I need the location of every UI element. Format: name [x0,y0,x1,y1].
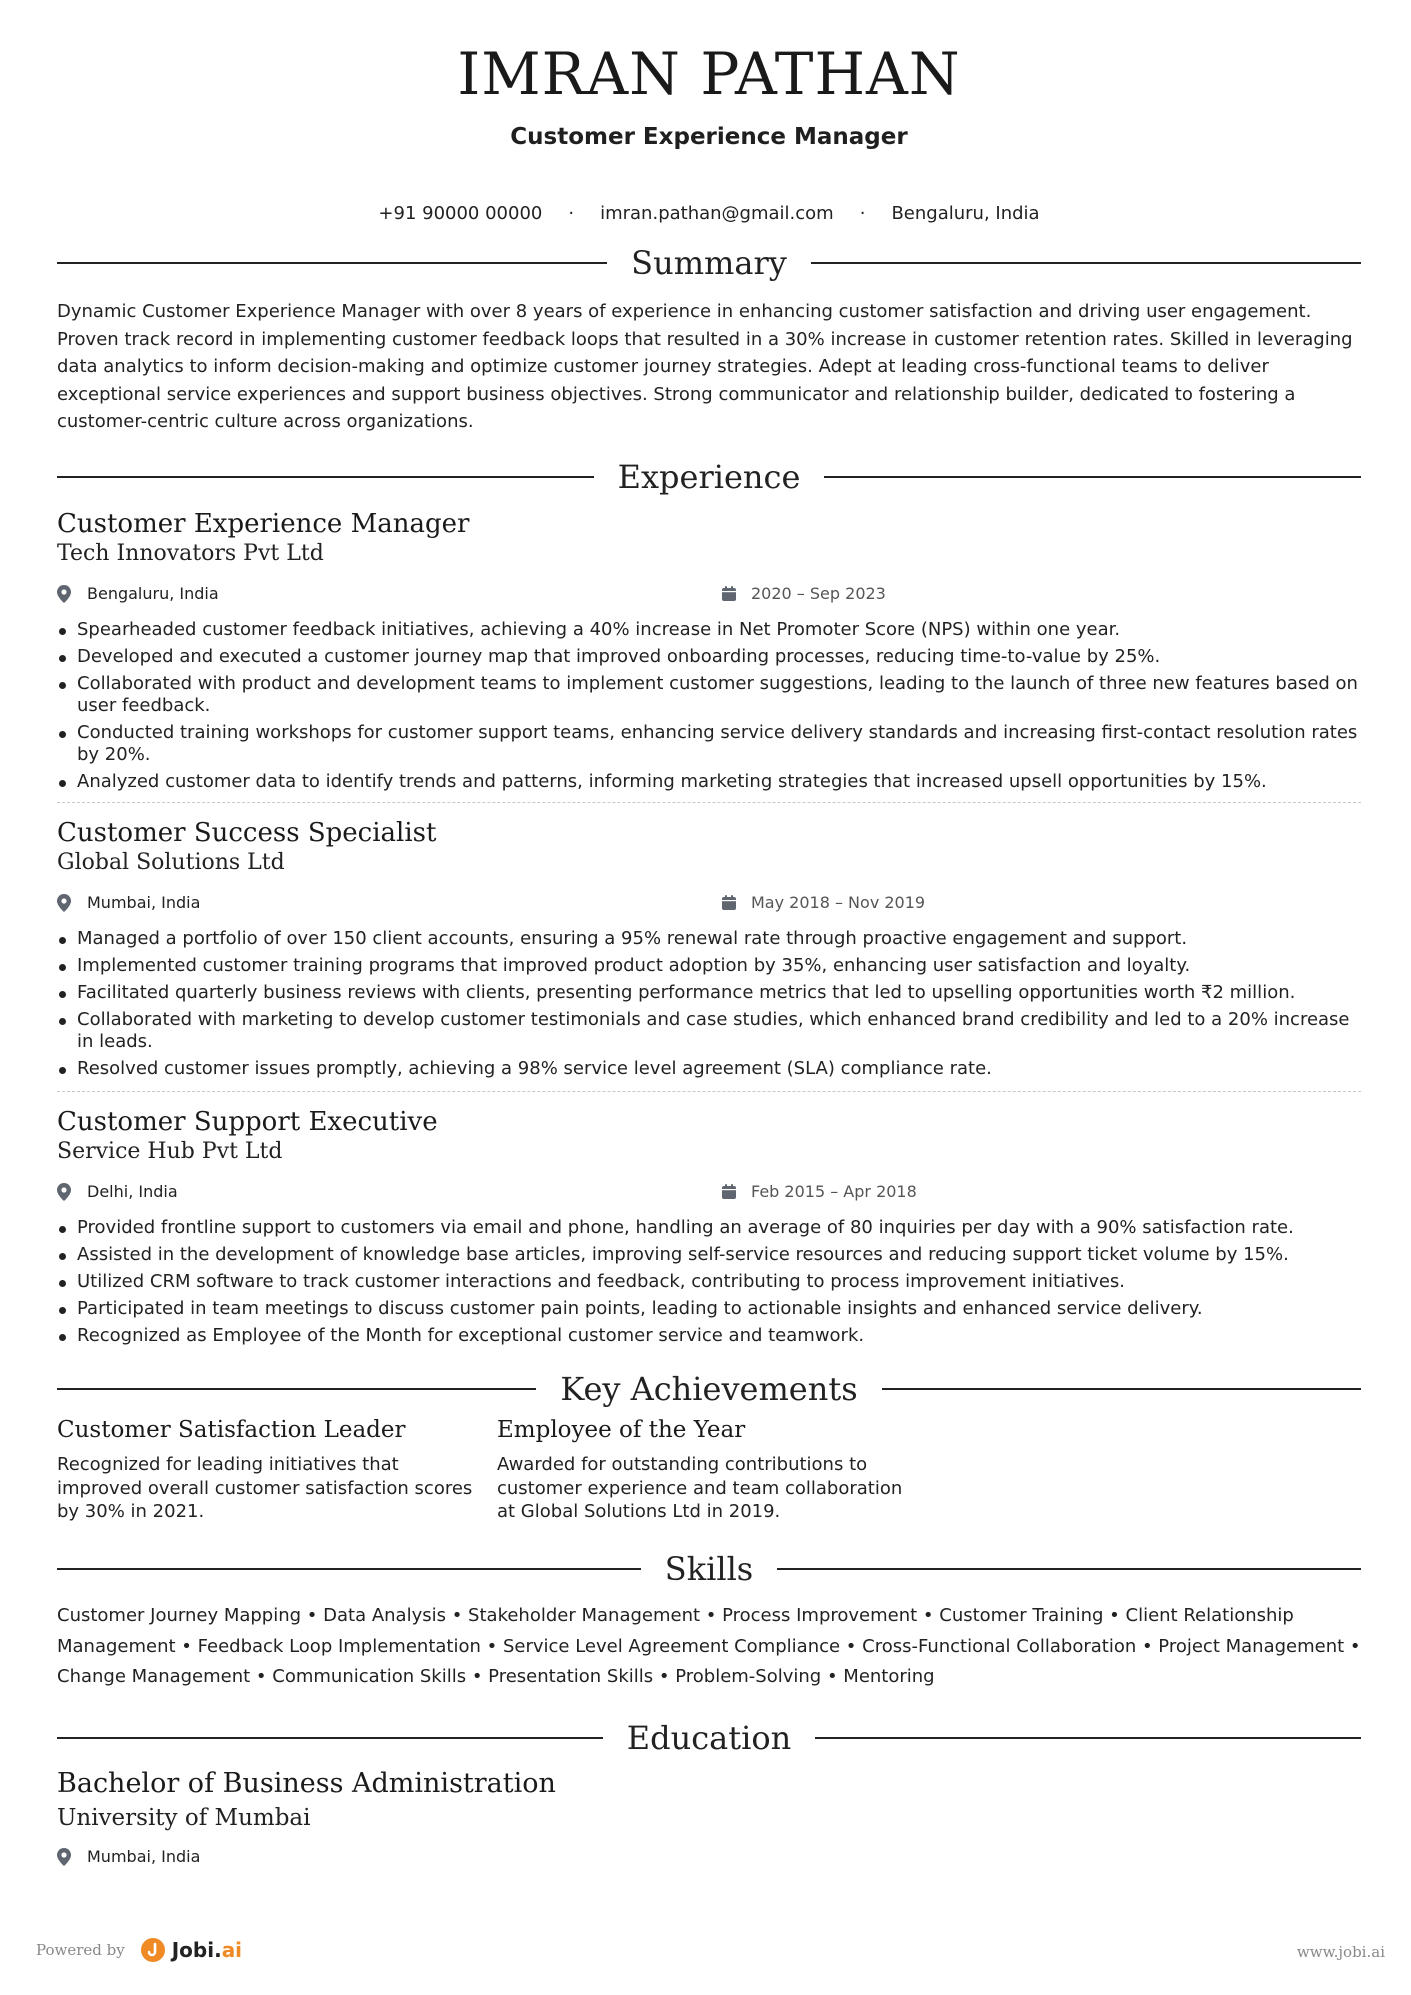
map-pin-icon [57,1183,71,1201]
heading-rule [815,1737,1361,1739]
entry-divider [57,1091,1361,1092]
achievement-description: Recognized for leading initiatives that improved overall customer satisfaction scores by 30% in 2021. [57,1454,473,1522]
job-bullet: Developed and executed a customer journey map that improved onboarding processes, reducing time-to-value by 25%. [57,646,1361,668]
heading-rule [57,1388,536,1390]
education-entry [57,1767,1361,1866]
achievement-description: Awarded for outstanding contributions to customer experience and team collaboration at Global Solutions Ltd in 2019. [497,1454,903,1522]
job-bullets [57,1217,1361,1347]
jobi-logo-icon [141,1938,165,1962]
contact-line [57,203,1361,224]
contact-location: Bengaluru, India [891,203,1040,224]
phone-number: +91 90000 00000 [378,203,543,224]
section-heading-education [57,1719,1361,1757]
job-location-text: Mumbai, India [87,893,201,912]
company-name: Tech Innovators Pvt Ltd [57,541,324,566]
section-heading-label: Experience [617,458,801,496]
job-bullet: Assisted in the development of knowledge base articles, improving self-service resources and reducing support ticket volume by 15%. [57,1244,1361,1266]
brand-main-text: Jobi. [171,1938,222,1962]
contact-separator: · [859,203,866,224]
job-location [57,1182,178,1201]
job-bullet: Utilized CRM software to track customer interactions and feedback, contributing to process improvement initiatives. [57,1271,1361,1293]
job-dates-text: Feb 2015 – Apr 2018 [751,1182,917,1201]
job-bullet: Spearheaded customer feedback initiatives, achieving a 40% increase in Net Promoter Score (NPS) within one year. [57,619,1361,641]
section-heading-experience [57,458,1361,496]
heading-rule [882,1388,1361,1390]
education-location-text: Mumbai, India [87,1847,201,1866]
section-heading-label: Skills [664,1550,754,1588]
achievement-title: Customer Satisfaction Leader [57,1417,406,1443]
job-dates [721,893,925,912]
jobi-brand-link[interactable] [141,1938,242,1962]
job-bullet: Recognized as Employee of the Month for exceptional customer service and teamwork. [57,1325,1361,1347]
job-bullet: Implemented customer training programs that improved product adoption by 35%, enhancing user satisfaction and loyalty. [57,955,1361,977]
brand-accent-text: ai [221,1938,243,1962]
job-title: Customer Experience Manager [57,509,470,539]
job-dates [721,584,886,603]
job-location [57,893,200,912]
achievement-item [57,1415,477,1524]
heading-rule [57,1737,603,1739]
map-pin-icon [57,894,71,912]
job-title: Customer Success Specialist [57,818,437,848]
contact-separator: · [568,203,575,224]
entry-divider [57,802,1361,803]
job-bullets [57,619,1361,793]
powered-by-label: Powered by [36,1941,125,1959]
website-link[interactable]: www.jobi.ai [1296,1943,1385,1961]
achievement-title: Employee of the Year [497,1417,746,1443]
job-bullets [57,928,1361,1080]
jobi-brand-name [172,1938,242,1962]
section-heading-skills [57,1550,1361,1588]
job-location-text: Delhi, India [87,1182,178,1201]
calendar-icon [721,895,737,911]
heading-rule [57,1568,641,1570]
education-location [57,1847,1361,1866]
heading-rule [824,476,1361,478]
job-location [57,584,219,603]
heading-rule [57,476,594,478]
experience-entry [57,508,1361,798]
job-bullet: Managed a portfolio of over 150 client accounts, ensuring a 95% renewal rate through proactive engagement and support. [57,928,1361,950]
job-bullet: Provided frontline support to customers via email and phone, handling an average of 80 inquiries per day with a 90% satisfaction rate. [57,1217,1361,1239]
job-meta [57,893,1361,919]
degree-title: Bachelor of Business Administration [57,1768,556,1799]
job-bullet: Conducted training workshops for customer support teams, enhancing service delivery standards and increasing first-contact resolution rates by 20%. [57,722,1361,766]
achievement-item [497,1415,917,1524]
job-dates [721,1182,917,1201]
section-heading-label: Education [626,1719,792,1757]
heading-rule [57,262,607,264]
summary-text: Dynamic Customer Experience Manager with over 8 years of experience in enhancing customer satisfaction and driving user engagement. Proven track record in implementing customer feedback loops that resulted in a 30% increase in customer retention rates. Skilled in leveraging data analytics to inform decision-making and optimize customer journey strategies. Adept at leading cross-functional teams to deliver exceptional service experiences and support business objectives. Strong communicator and relationship builder, dedicated to fostering a customer-centric culture across organizations. [57,301,1353,432]
email-address: imran.pathan@gmail.com [600,203,834,224]
job-bullet: Collaborated with marketing to develop customer testimonials and case studies, which enhanced brand credibility and led to a 20% increase in leads. [57,1009,1361,1053]
job-bullet: Facilitated quarterly business reviews with clients, presenting performance metrics that led to upselling opportunities worth ₹2 million. [57,982,1361,1004]
section-heading-achievements [57,1370,1361,1408]
experience-entry [57,817,1361,1085]
job-dates-text: 2020 – Sep 2023 [751,584,886,603]
job-meta [57,1182,1361,1208]
section-heading-label: Summary [631,244,787,282]
company-name: Service Hub Pvt Ltd [57,1139,283,1164]
map-pin-icon [57,585,71,603]
heading-rule [777,1568,1361,1570]
candidate-name: IMRAN PATHAN [457,40,961,108]
map-pin-icon [57,1848,71,1866]
experience-entry [57,1106,1361,1352]
company-name: Global Solutions Ltd [57,850,285,875]
job-bullet: Participated in team meetings to discuss customer pain points, leading to actionable insights and enhanced service delivery. [57,1298,1361,1320]
job-bullet: Collaborated with product and development teams to implement customer suggestions, leading to the launch of three new features based on user feedback. [57,673,1361,717]
school-name: University of Mumbai [57,1805,311,1831]
skills-list: Customer Journey Mapping • Data Analysis • Stakeholder Management • Process Improvement • Customer Training • Client Relationship Management • Feedback Loop Implementation • Service Level Agreement Compliance • Cross-Functional Collaboration • Project Management • Change Management • Communication Skills • Presentation Skills • Problem-Solving • Mentoring [57,1605,1361,1687]
calendar-icon [721,586,737,602]
job-title: Customer Support Executive [57,1107,438,1137]
heading-rule [811,262,1361,264]
job-location-text: Bengaluru, India [87,584,219,603]
powered-by-footer [36,1938,242,1962]
candidate-role: Customer Experience Manager [510,124,908,150]
section-heading-label: Key Achievements [560,1370,858,1408]
job-bullet: Analyzed customer data to identify trends and patterns, informing marketing strategies that increased upsell opportunities by 15%. [57,771,1361,793]
calendar-icon [721,1184,737,1200]
job-bullet: Resolved customer issues promptly, achieving a 98% service level agreement (SLA) compliance rate. [57,1058,1361,1080]
section-heading-summary [57,244,1361,282]
job-dates-text: May 2018 – Nov 2019 [751,893,926,912]
job-meta [57,584,1361,610]
